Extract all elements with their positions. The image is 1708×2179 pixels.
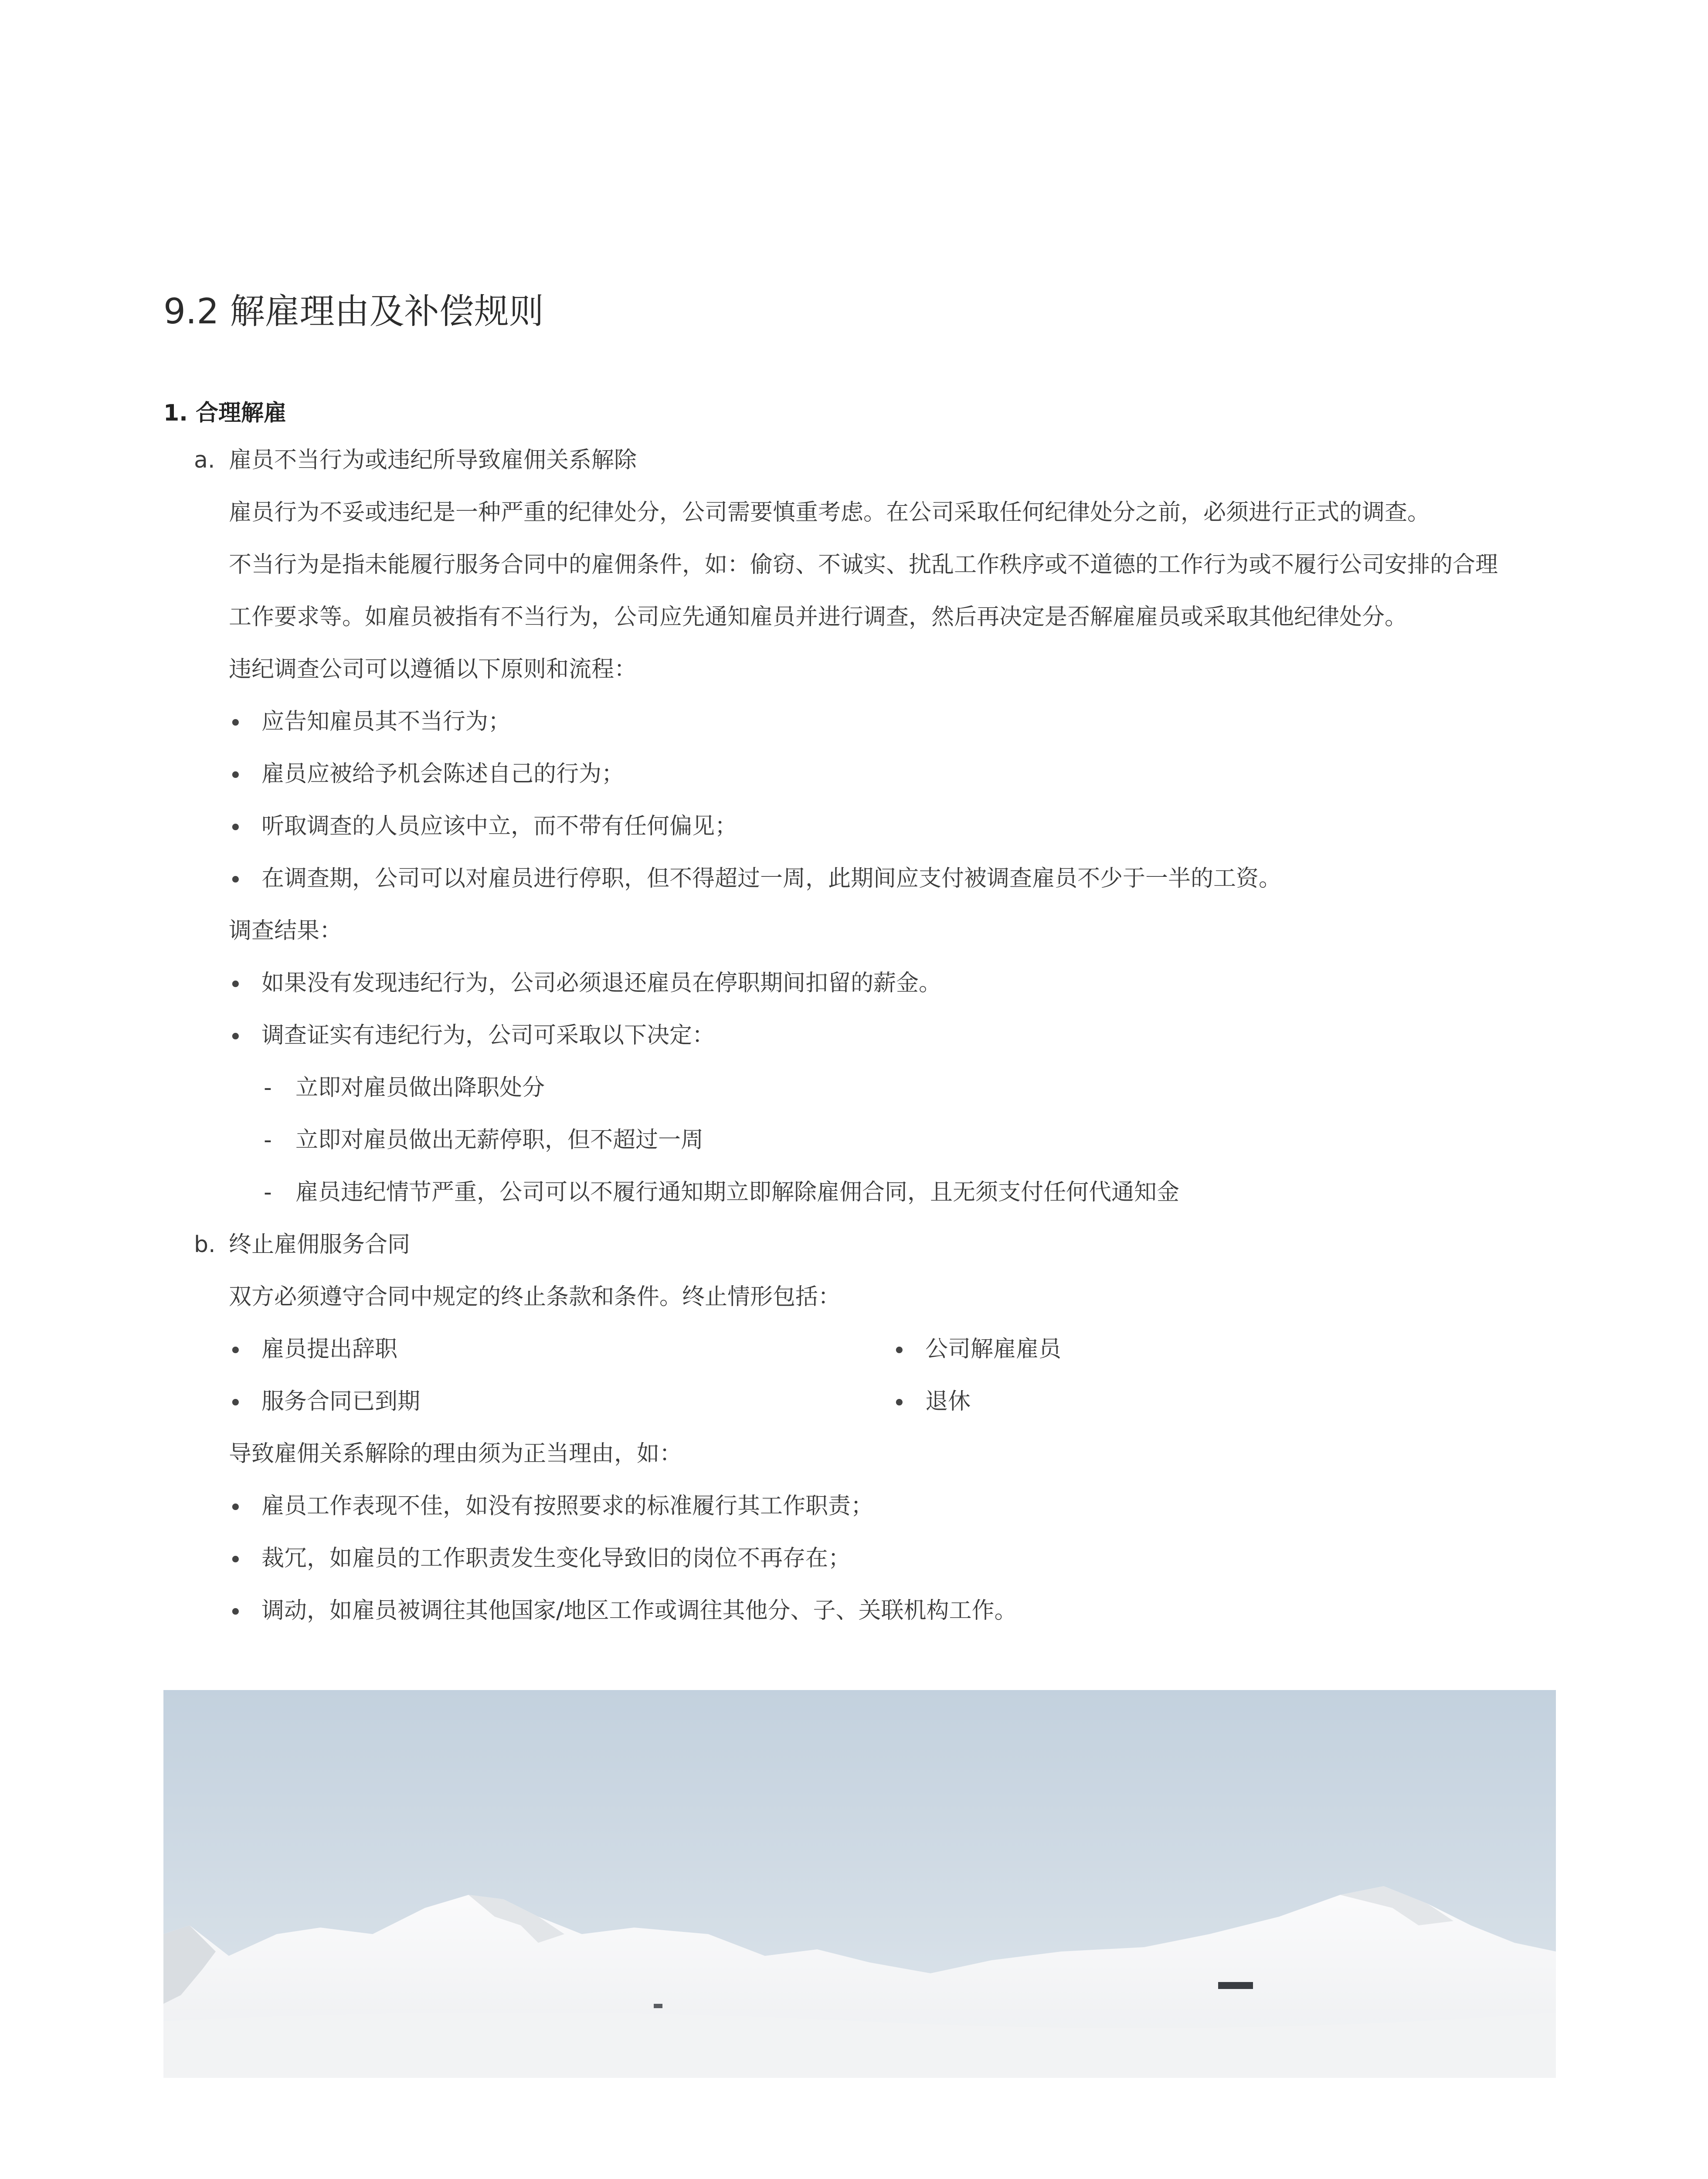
bullet: • [229, 867, 242, 893]
paragraph: 不当行为是指未能履行服务合同中的雇佣条件，如：偷窃、不诚实、扰乱工作秩序或不道德的工作行为或不履行公司安排的合理 [229, 552, 1498, 578]
bullet: • [229, 815, 242, 841]
list-item: 应告知雇员其不当行为； [261, 709, 511, 735]
bullet: • [229, 1495, 242, 1521]
bullet: • [229, 763, 242, 789]
list-item: 裁冗，如雇员的工作职责发生变化导致旧的岗位不再存在； [261, 1545, 851, 1571]
list-item: 调动，如雇员被调往其他国家/地区工作或调往其他分、子、关联机构工作。 [261, 1598, 1017, 1624]
results-label: 调查结果： [229, 918, 343, 944]
list-item: 雇员工作表现不佳，如没有按照要求的标准履行其工作职责； [261, 1493, 874, 1519]
list-item: 退休 [925, 1388, 971, 1415]
snowy-mountains-photo [163, 1690, 1556, 2078]
list-item: 公司解雇雇员 [925, 1336, 1062, 1362]
sub-list-item: 雇员违纪情节严重，公司可以不履行通知期立即解除雇佣合同，且无须支付任何代通知金 [295, 1179, 1180, 1205]
bullet: • [229, 1390, 242, 1416]
dash: - [264, 1075, 272, 1101]
item-b-title: 终止雇佣服务合同 [229, 1232, 411, 1258]
item-b-marker: b. [194, 1232, 216, 1258]
item-a-title: 雇员不当行为或违纪所导致雇佣关系解除 [229, 447, 637, 473]
bullet: • [893, 1390, 906, 1416]
list-item: 在调查期，公司可以对雇员进行停职，但不得超过一周，此期间应支付被调查雇员不少于一半的工资。 [261, 865, 1282, 892]
list-item: 如果没有发现违纪行为，公司必须退还雇员在停职期间扣留的薪金。 [261, 970, 942, 996]
paragraph: 工作要求等。如雇员被指有不当行为，公司应先通知雇员并进行调查，然后再决定是否解雇雇员或采取其他纪律处分。 [229, 604, 1408, 630]
list-item: 调查证实有违纪行为，公司可采取以下决定： [261, 1022, 715, 1049]
paragraph: 双方必须遵守合同中规定的终止条款和条件。终止情形包括： [229, 1284, 841, 1310]
bullet: • [229, 710, 242, 737]
bullet: • [229, 972, 242, 998]
paragraph: 雇员行为不妥或违纪是一种严重的纪律处分，公司需要慎重考虑。在公司采取任何纪律处分之前，必须进行正式的调查。 [229, 499, 1430, 526]
bullet: • [229, 1547, 242, 1573]
paragraph: 违纪调查公司可以遵循以下原则和流程： [229, 656, 637, 682]
bullet: • [229, 1338, 242, 1364]
bullet: • [893, 1338, 906, 1364]
list-item: 雇员提出辞职 [261, 1336, 398, 1362]
dash: - [264, 1179, 272, 1205]
item-a-marker: a. [194, 447, 215, 473]
mountain-illustration [163, 1690, 1556, 2078]
list-item: 雇员应被给予机会陈述自己的行为； [261, 761, 625, 787]
bullet: • [229, 1024, 242, 1050]
reasons-label: 导致雇佣关系解除的理由须为正当理由，如： [229, 1441, 683, 1467]
section-title: 9.2 解雇理由及补偿规则 [163, 291, 544, 332]
heading-reasonable-dismissal: 1. 合理解雇 [163, 400, 287, 426]
list-item: 服务合同已到期 [261, 1388, 421, 1415]
dash: - [264, 1127, 272, 1153]
sub-list-item: 立即对雇员做出降职处分 [295, 1075, 545, 1101]
sub-list-item: 立即对雇员做出无薪停职，但不超过一周 [295, 1127, 704, 1153]
list-item: 听取调查的人员应该中立，而不带有任何偏见； [261, 813, 738, 839]
bullet: • [229, 1599, 242, 1626]
